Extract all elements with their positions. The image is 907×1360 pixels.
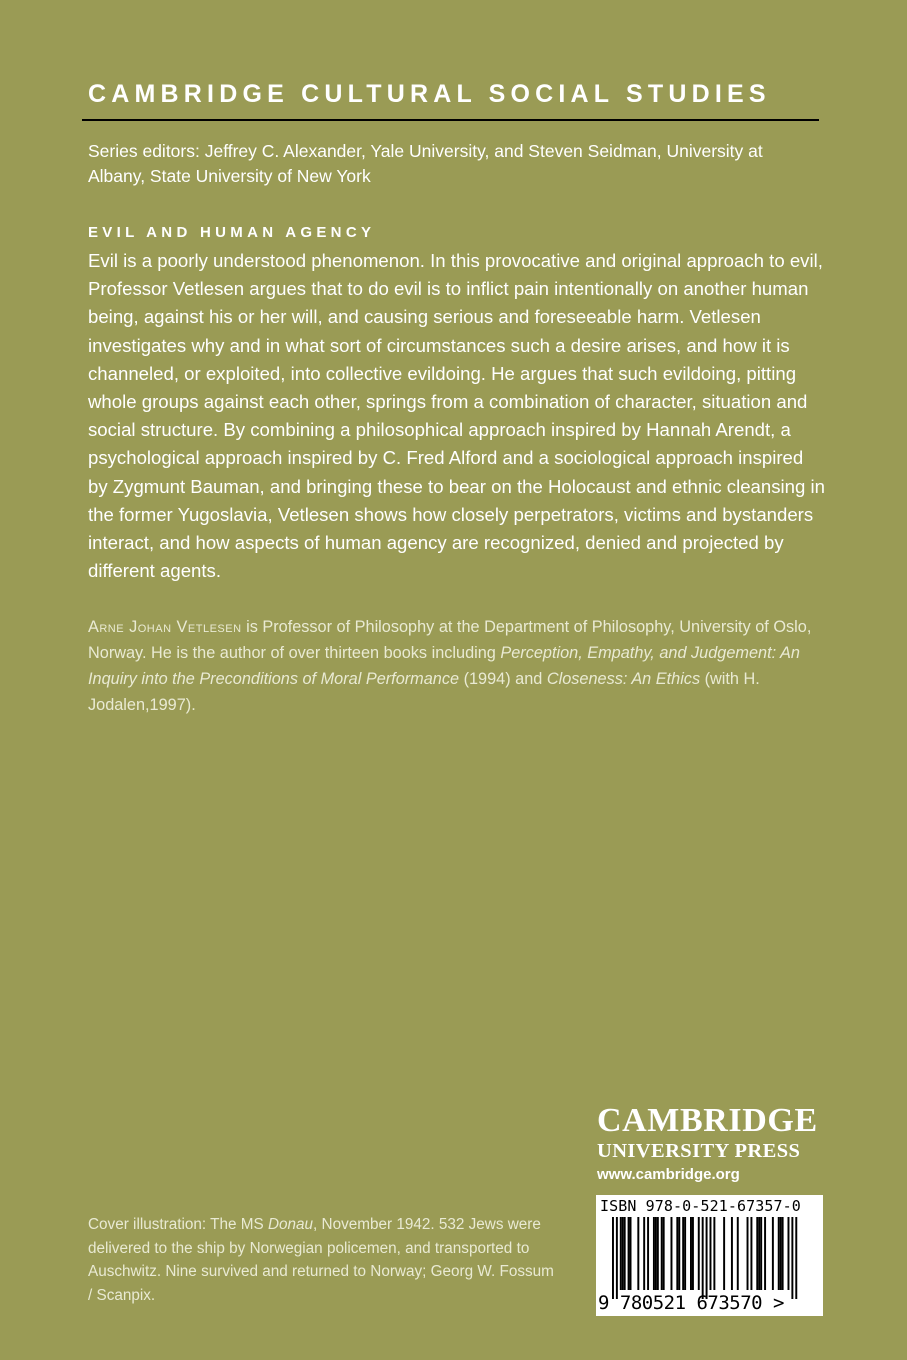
isbn-label: ISBN 978-0-521-67357-0	[600, 1197, 801, 1215]
barcode-bar	[692, 1217, 694, 1290]
barcode-bar	[723, 1217, 725, 1290]
barcode-bar	[655, 1217, 657, 1290]
barcode-bar	[698, 1217, 700, 1290]
barcode-bar	[661, 1217, 663, 1290]
barcode-bar	[710, 1217, 712, 1290]
barcode-digits: 9 780521 673570 >	[598, 1292, 784, 1314]
barcode-bar	[624, 1217, 626, 1290]
barcode-bar	[657, 1217, 659, 1290]
barcode-bar	[671, 1217, 673, 1290]
barcode-bar	[653, 1217, 655, 1290]
book-title-heading: EVIL AND HUMAN AGENCY	[88, 224, 376, 241]
author-name: Arne Johan Vetlesen	[88, 618, 242, 636]
barcode-bar	[684, 1217, 686, 1290]
barcode-bar	[795, 1217, 797, 1299]
series-title: CAMBRIDGE CULTURAL SOCIAL STUDIES	[88, 80, 771, 108]
isbn-barcode	[596, 1195, 823, 1316]
barcode-bar	[620, 1217, 622, 1290]
barcode-bar	[637, 1217, 639, 1290]
barcode-bar	[702, 1217, 704, 1299]
publisher-subtitle: UNIVERSITY PRESS	[597, 1140, 801, 1162]
series-divider	[82, 119, 819, 121]
barcode-bar	[788, 1217, 790, 1290]
publisher-logo	[597, 1104, 837, 1183]
author-bio-text: (1994) and	[459, 670, 547, 688]
barcode-bar	[713, 1217, 715, 1290]
series-editors: Series editors: Jeffrey C. Alexander, Yale University, and Steven Seidman, University at Albany, State University of New York	[88, 141, 763, 186]
author-bio	[88, 614, 828, 718]
barcode-bar	[622, 1217, 624, 1290]
barcode-bar	[690, 1217, 692, 1290]
cover-credit-text: Cover illustration: The MS	[88, 1216, 268, 1233]
barcode-bar	[778, 1217, 780, 1290]
barcode-bar	[643, 1217, 645, 1290]
barcode-bar	[731, 1217, 733, 1290]
book-description: Evil is a poorly understood phenomenon. In this provocative and original approach to evil, Professor Vetlesen argues that to do evil is to inflict pain intentionally on another human being, against his or her will, and causing serious and foreseeable harm. Vetlesen investigates why and in what sort of circumstances such a desire arises, and how it is channeled, or exploited, into collective evildoing. He argues that such evildoing, pitting whole groups against each other, springs from a combination of character, situation and social structure. By combining a philosophical approach inspired by Hannah Arendt, a psychological approach inspired by C. Fred Alford and a sociological approach inspired by Zygmunt Bauman, and bringing these to bear on the Holocaust and ethnic cleansing in the former Yugoslavia, Vetlesen shows how closely perpetrators, victims and bystanders interact, and how aspects of human agency are recognized, denied and projected by different agents.	[88, 250, 825, 582]
barcode-bar	[663, 1217, 665, 1290]
publisher-url: www.cambridge.org	[597, 1166, 740, 1183]
author-bio-text: is Professor of Philosophy at the Department of Philosophy, University of Oslo, Norway. He is the author of over thirteen books including	[88, 618, 812, 662]
publisher-name: CAMBRIDGE	[597, 1102, 818, 1139]
barcode-bar	[780, 1217, 782, 1290]
author-book-title: Closeness: An Ethics	[546, 670, 701, 688]
barcode-bar	[612, 1217, 614, 1299]
barcode-bar	[772, 1217, 774, 1290]
barcode-bar	[647, 1217, 649, 1290]
barcode-bar	[756, 1217, 758, 1290]
barcode-bar	[747, 1217, 749, 1290]
cover-credit	[88, 1213, 558, 1307]
barcode-bar	[682, 1217, 684, 1290]
barcode-bar	[737, 1217, 739, 1290]
barcode-bar	[706, 1217, 708, 1299]
barcode-bar	[628, 1217, 630, 1290]
cover-credit-text: , November 1942. 532 Jews were delivered to the ship by Norwegian policemen, and transported to Auschwitz. Nine survived and returned to Norway; Georg W. Fossum / Scanpix.	[88, 1216, 554, 1304]
author-bio-text: (with H. Jodalen,1997).	[88, 670, 760, 714]
ship-name: Donau	[267, 1216, 314, 1233]
barcode-bar	[758, 1217, 760, 1290]
barcode-bar	[782, 1217, 784, 1290]
barcode-bar	[750, 1217, 752, 1290]
author-book-title: Perception, Empathy, and Judgement: An Inquiry into the Preconditions of Moral Performance	[88, 644, 800, 688]
barcode-bar	[764, 1217, 766, 1290]
barcode-bar	[760, 1217, 762, 1290]
barcode-bar	[630, 1217, 632, 1290]
barcode-bar	[676, 1217, 678, 1290]
barcode-bar	[616, 1217, 618, 1299]
barcode-bar	[678, 1217, 680, 1290]
barcode-bar	[791, 1217, 793, 1299]
